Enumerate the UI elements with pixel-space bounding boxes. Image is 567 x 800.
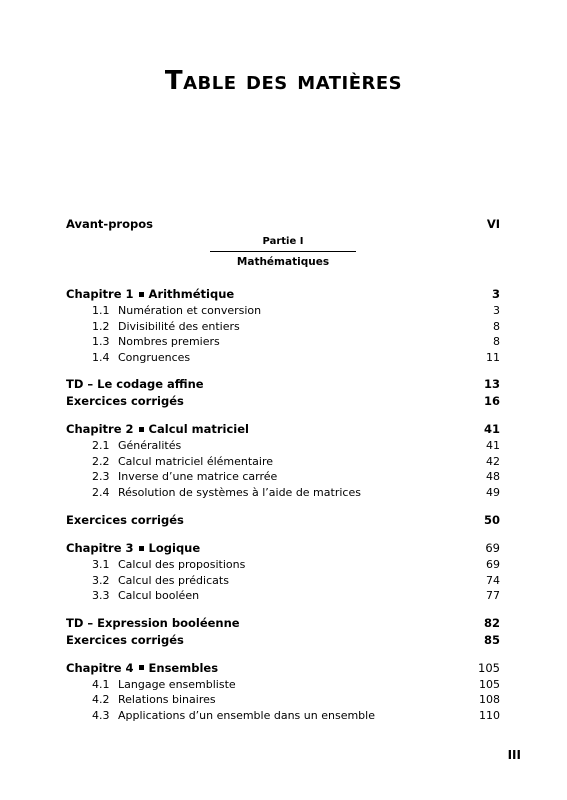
- section-page: 69: [486, 558, 500, 571]
- toc-chapter-4[interactable]: [66, 660, 500, 677]
- section-number: 4.2: [92, 693, 110, 706]
- section-number: 2.4: [92, 485, 110, 499]
- section-page: 77: [486, 589, 500, 602]
- section-label: Inverse d’une matrice carrée: [118, 470, 278, 483]
- toc-entry-label: Exercices corrigés: [66, 632, 184, 647]
- section-label: Numération et conversion: [118, 304, 262, 317]
- section-label: Calcul matriciel élémentaire: [118, 454, 274, 468]
- section-number: 1.3: [92, 335, 110, 348]
- section-number: 4.3: [92, 708, 110, 722]
- section-page: 11: [486, 350, 500, 364]
- toc-entry-page: 105: [478, 660, 500, 675]
- toc-entry-exercices-2[interactable]: [66, 512, 500, 529]
- toc-entry-exercices-1[interactable]: [66, 393, 500, 410]
- toc-entry-page: 41: [483, 422, 500, 436]
- toc-entry-page: 3: [491, 287, 500, 301]
- section-number: 1.2: [92, 319, 110, 333]
- section-label: Calcul des prédicats: [118, 573, 229, 587]
- toc-entry-avant-propos[interactable]: [66, 216, 500, 233]
- toc-entry-page: 16: [483, 394, 500, 408]
- part-heading: [66, 235, 500, 269]
- section-page: 3: [493, 304, 500, 317]
- section-label: Généralités: [118, 439, 182, 452]
- section-number: 2.2: [92, 454, 110, 468]
- page-folio: III: [507, 748, 521, 762]
- part-label: Partie I: [262, 236, 304, 247]
- toc-entry-label: TD – Expression booléenne: [66, 615, 240, 630]
- toc-entry-page: VI: [486, 217, 500, 231]
- toc-section[interactable]: [66, 677, 500, 693]
- section-number: 3.2: [92, 573, 110, 587]
- toc-entry-td-3[interactable]: [66, 615, 500, 632]
- part-divider: [210, 251, 356, 252]
- toc-chapter-3[interactable]: [66, 540, 500, 557]
- page-title: Table des matières: [164, 66, 403, 96]
- chapter-title: Logique: [148, 541, 201, 555]
- section-label: Applications d’un ensemble dans un ensemble: [118, 708, 375, 722]
- chapter-title: Ensembles: [148, 660, 219, 675]
- chapter-title: Calcul matriciel: [148, 422, 249, 436]
- toc-entry-td-1[interactable]: [66, 376, 500, 393]
- chapter-title: Arithmétique: [148, 287, 235, 301]
- section-label: Calcul des propositions: [118, 558, 246, 571]
- table-of-contents: [66, 216, 500, 723]
- section-label: Calcul booléen: [118, 589, 200, 602]
- chapter-label: Chapitre 2: [66, 422, 134, 436]
- toc-entry-page: 85: [483, 632, 500, 647]
- toc-section[interactable]: [66, 334, 500, 350]
- section-number: 3.1: [92, 558, 110, 571]
- toc-entry-page: 82: [483, 615, 500, 630]
- part-name: Mathématiques: [236, 256, 330, 268]
- bullet-square-icon: [139, 427, 144, 432]
- toc-chapter-1[interactable]: [66, 286, 500, 303]
- section-page: 74: [486, 573, 500, 587]
- section-page: 110: [479, 708, 500, 722]
- section-label: Divisibilité des entiers: [118, 319, 240, 333]
- section-number: 4.1: [92, 677, 110, 691]
- bullet-square-icon: [139, 665, 144, 670]
- chapter-label: Chapitre 3: [66, 541, 134, 555]
- toc-entry-page: 50: [483, 513, 500, 527]
- toc-section[interactable]: [66, 708, 500, 724]
- chapter-label: Chapitre 4: [66, 660, 134, 675]
- toc-entry-label: Exercices corrigés: [66, 513, 184, 527]
- toc-entry-exercices-3[interactable]: [66, 632, 500, 649]
- section-number: 1.1: [92, 304, 110, 317]
- section-page: 8: [493, 335, 500, 348]
- toc-entry-label: Avant-propos: [66, 217, 153, 231]
- bullet-square-icon: [139, 292, 144, 297]
- section-page: 8: [493, 319, 500, 333]
- toc-section[interactable]: [66, 692, 500, 708]
- toc-section[interactable]: [66, 469, 500, 485]
- section-page: 41: [486, 439, 500, 452]
- section-label: Résolution de systèmes à l’aide de matrices: [118, 485, 361, 499]
- section-page: 48: [486, 470, 500, 483]
- toc-entry-label: Exercices corrigés: [66, 394, 184, 408]
- section-page: 108: [479, 693, 500, 706]
- bullet-square-icon: [139, 546, 144, 551]
- toc-chapter-2[interactable]: [66, 421, 500, 438]
- toc-entry-label: TD – Le codage affine: [66, 377, 204, 391]
- section-page: 105: [479, 677, 500, 691]
- section-number: 1.4: [92, 350, 110, 364]
- toc-entry-page: 69: [485, 541, 500, 555]
- section-label: Nombres premiers: [118, 335, 220, 348]
- toc-entry-page: 13: [483, 377, 500, 391]
- toc-section[interactable]: [66, 454, 500, 470]
- toc-section[interactable]: [66, 350, 500, 366]
- section-number: 2.3: [92, 470, 110, 483]
- section-page: 42: [486, 454, 500, 468]
- chapter-label: Chapitre 1: [66, 287, 134, 301]
- section-number: 2.1: [92, 439, 110, 452]
- toc-section[interactable]: [66, 573, 500, 589]
- toc-section[interactable]: [66, 557, 500, 573]
- toc-section[interactable]: [66, 303, 500, 319]
- toc-section[interactable]: [66, 485, 500, 501]
- toc-section[interactable]: [66, 588, 500, 604]
- section-label: Langage ensembliste: [118, 677, 236, 691]
- section-number: 3.3: [92, 589, 110, 602]
- toc-section[interactable]: [66, 319, 500, 335]
- section-label: Congruences: [118, 350, 191, 364]
- toc-section[interactable]: [66, 438, 500, 454]
- section-page: 49: [486, 485, 500, 499]
- section-label: Relations binaires: [118, 693, 216, 706]
